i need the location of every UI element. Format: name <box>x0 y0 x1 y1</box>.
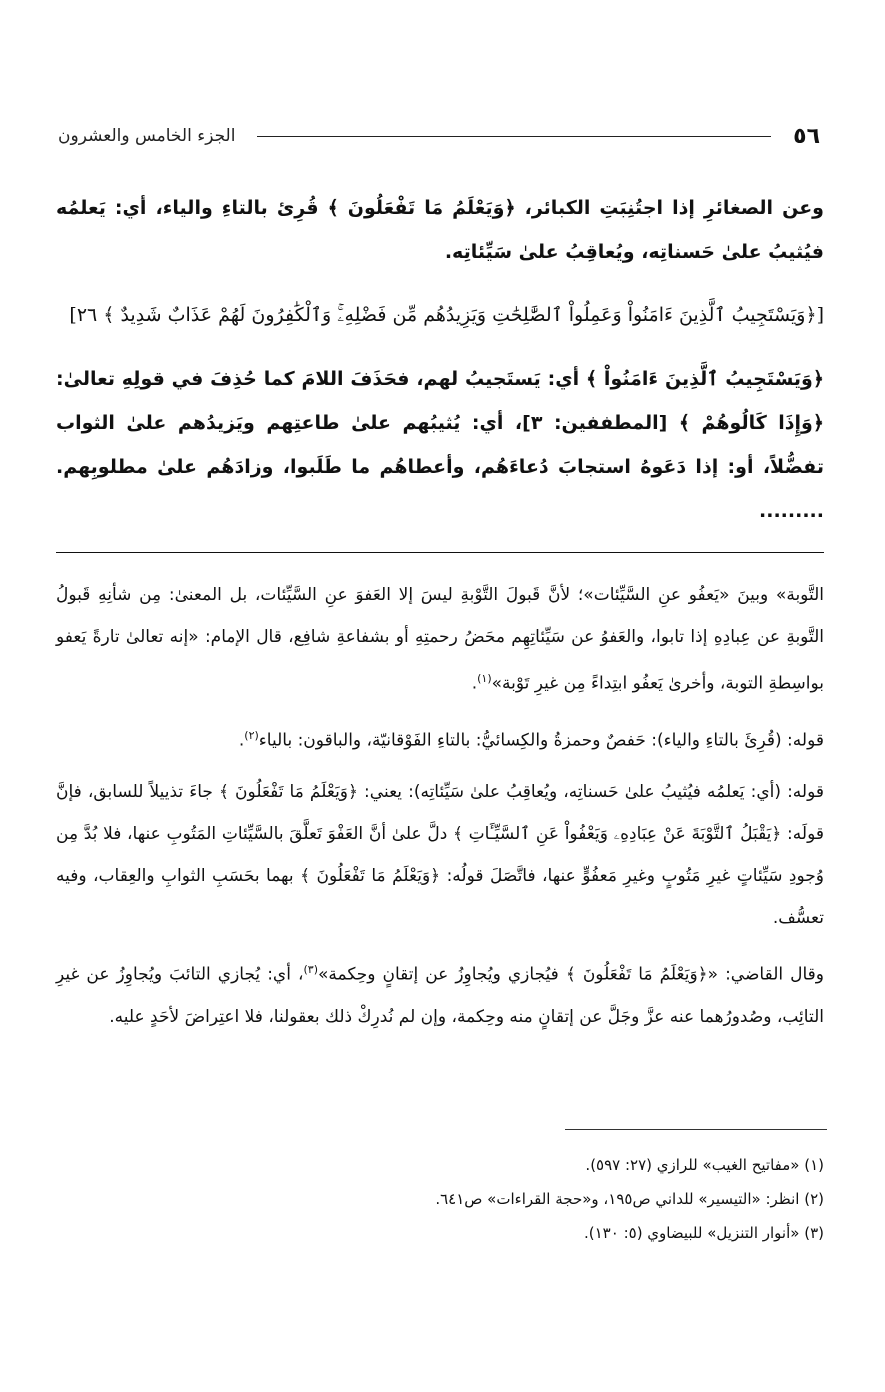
header-rule <box>257 136 771 137</box>
main-text <box>56 186 824 553</box>
main-paragraph-2: ﴿وَيَسْتَجِيبُ ٱلَّذِينَ ءَامَنُواْ ﴾ أي: يَستَجيبُ لهم، فحَذَفَ اللامَ كما حُذِفَ في قولِهِ تعالىٰ: ﴿وَإِذَا كَالُوهُمْ ﴾ [المطففين: ٣]، أي: يُثيبُهم علىٰ طاعتِهم ويَزيدُهم علىٰ الثواب تفضُّلاً، أو: إذا دَعَوهُ استجابَ دُعاءَهُم، وأعطاهُم ما طَلَبوا، وزادَهُم علىٰ مطلوبِهم. ......... <box>56 368 825 522</box>
footnote-ref: (١) <box>477 672 492 685</box>
commentary-paragraph-1 <box>56 574 824 705</box>
section-divider <box>56 552 824 553</box>
commentary-paragraph-3: قوله: (أي: يَعلمُه فيُثيبُ علىٰ حَسناتِه، ويُعاقِبُ علىٰ سَيِّئاتِه): يعني: ﴿وَيَعْلَمُ مَا تَفْعَلُونَ ﴾ جاءَ تذييلاً للسابق، فإنَّ قولَه: ﴿يَقْبَلُ ٱلتَّوْبَةَ عَنْ عِبَادِهِۦ وَيَعْفُواْ عَنِ ٱلسَّيِّـَٔاتِ ﴾ دلَّ علىٰ أنَّ العَفْوَ تَعلَّقَ بالسَّيِّئاتِ المَتُوبِ عنها، فلا بُدَّ مِن وُجودِ سَيِّئاتٍ غيرِ مَتُوبٍ وغيرِ مَعفُوٍّ عنها، فاتَّصَلَ قولُه: ﴿وَيَعْلَمُ مَا تَفْعَلُونَ ﴾ بهما بحَسَبِ الثوابِ والعِقاب، وفيه تعسُّف. <box>56 782 824 929</box>
commentary-paragraph-4 <box>56 949 824 1038</box>
quran-verse: [﴿وَيَسْتَجِيبُ ٱلَّذِينَ ءَامَنُواْ وَعَمِلُواْ ٱلصَّٰلِحَٰتِ وَيَزِيدُهُم مِّن فَضْلِهِۦۚ وَٱلْكَٰفِرُونَ لَهُمْ عَذَابٌ شَدِيدٌ ﴾ ٢٦] <box>69 304 824 326</box>
page-header <box>58 118 820 154</box>
footnote-2: (٢) انظر: «التيسير» للداني ص١٩٥، و«حجة القراءات» ص٦٤١. <box>435 1190 824 1208</box>
commentary <box>56 574 824 1048</box>
commentary-text: . <box>471 673 478 694</box>
commentary-text: ، أي: يُجازي التائبَ ويُجاوِزُ عن غيرِ التائِب، وصُدورُهما عنه عزَّ وجَلَّ عن إتقانٍ منه وحِكمة، وإن لم نُدرِكْ ذلك بعقولنا، فلا اعتِراضَ لأحَدٍ عليه. <box>56 964 824 1027</box>
footnote-ref: (٣) <box>303 963 318 977</box>
main-paragraph-1: وعن الصغائرِ إذا اجتُنِبَتِ الكبائر، ﴿وَيَعْلَمُ مَا تَفْعَلُونَ ﴾ قُرِئ بالتاءِ والياء، أي: يَعلمُه فيُثيبُ علىٰ حَسناتِه، ويُعاقِبُ علىٰ سَيِّئاتِه. <box>56 197 824 263</box>
footnote-3: (٣) «أنوار التنزيل» للبيضاوي (٥: ١٣٠). <box>584 1224 824 1242</box>
commentary-text: التَّوبة» وبينَ «يَعفُو عنِ السَّيِّئات»؛ لأنَّ قَبولَ التَّوْبةِ ليسَ إلا العَفوَ عنِ السَّيِّئات، بل المعنىٰ: مِن شأنِهِ قَبولُ التَّوبةِ عن عِبادِهِ إذا تابوا، والعَفوُ عن سَيِّئاتِهِم محَضُ رحمتِهِ أو بشفاعةِ شافِع، قال الإمام: «إنه تعالىٰ تارةً يَعفو بواسِطةِ التوبة، وأخرىٰ يَعفُو ابتِداءً مِن غيرِ تَوْبة» <box>56 585 824 694</box>
commentary-text: قوله: (قُرِئَ بالتاءِ والياء): حَفصٌ وحمزةُ والكِسائيُّ: بالتاءِ الفَوْقانيّة، والباقون: بالياء <box>258 730 824 751</box>
footnote-divider <box>565 1129 827 1130</box>
commentary-paragraph-2 <box>56 715 824 762</box>
footnotes <box>56 1148 824 1250</box>
footnote-ref: (٢) <box>244 728 259 742</box>
running-head: الجزء الخامس والعشرون <box>58 126 236 146</box>
page-number: ٥٦ <box>793 123 820 149</box>
commentary-text: . <box>238 730 245 751</box>
commentary-text: وقال القاضي: «﴿وَيَعْلَمُ مَا تَفْعَلُونَ ﴾ فيُجازي ويُجاوِزُ عن إتقانٍ وحِكمة» <box>317 964 824 985</box>
footnote-1: (١) «مفاتيح الغيب» للرازي (٢٧: ٥٩٧). <box>585 1156 824 1174</box>
